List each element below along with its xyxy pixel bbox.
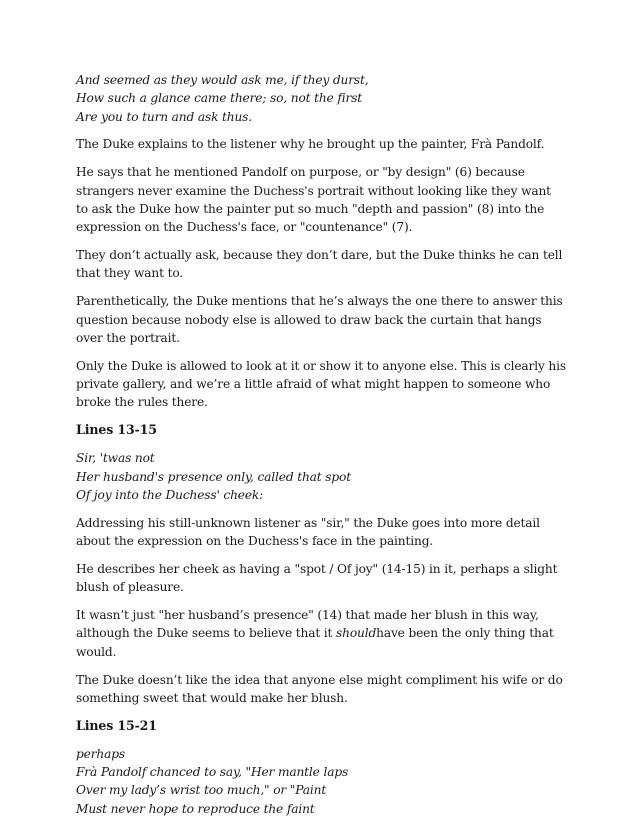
- paragraph: Addressing his still-unknown listener as "sir," the Duke goes into more detail about the expression on the Duchess's face in the painting.: [76, 515, 540, 548]
- poem-quote: [76, 745, 566, 818]
- section-heading: Lines 15-21: [76, 717, 157, 733]
- quote-line: Her husband's presence only, called that spot: [76, 469, 351, 484]
- paragraph: The Duke doesn’t like the idea that anyone else might compliment his wife or do something sweet that would make her blush.: [76, 672, 563, 705]
- quote-line: Are you to turn and ask thus.: [76, 109, 253, 124]
- paragraph: He says that he mentioned Pandolf on purpose, or "by design" (6) because strangers never examine the Duchess's portrait without looking like they want to ask the Duke how the painter put so much "depth and passion" (8) into the expression on the Duchess's face, or "countenance" (7).: [76, 165, 551, 235]
- poem-quote: [76, 449, 566, 504]
- paragraph: Only the Duke is allowed to look at it or show it to anyone else. This is clearly his private gallery, and we’re a little afraid of what might happen to someone who broke the rules there.: [76, 358, 566, 410]
- quote-line: Over my lady’s wrist too much," or "Paint: [76, 783, 327, 798]
- paragraph-text: It wasn’t just "her husband’s presence" (14) that made her blush in this way, although the Duke seems to believe that it: [76, 608, 539, 641]
- quote-line: How such a glance came there; so, not the first: [76, 91, 362, 106]
- paragraph: [76, 606, 566, 661]
- paragraph: Parenthetically, the Duke mentions that he’s always the one there to answer this question because nobody else is allowed to draw back the curtain that hangs over the portrait.: [76, 294, 563, 345]
- quote-line: Must never hope to reproduce the faint: [76, 801, 315, 816]
- quote-line: Of joy into the Duchess' cheek:: [76, 487, 264, 502]
- quote-line: perhaps: [76, 746, 125, 761]
- section-heading: Lines 13-15: [76, 422, 157, 438]
- emphasized-word: should: [336, 626, 377, 641]
- paragraph-text: have been the only thing that would.: [76, 626, 554, 659]
- quote-line: And seemed as they would ask me, if they durst,: [76, 73, 369, 87]
- paragraph: They don’t actually ask, because they don’t dare, but the Duke thinks he can tell that they want to.: [76, 248, 563, 281]
- quote-line: Sir, 'twas not: [76, 451, 155, 466]
- poem-quote: [76, 71, 566, 126]
- paragraph: He describes her cheek as having a "spot / Of joy" (14-15) in it, perhaps a slight blush of pleasure.: [76, 561, 558, 595]
- paragraph: The Duke explains to the listener why he brought up the painter, Frà Pandolf.: [76, 137, 545, 152]
- document-page: [76, 71, 566, 827]
- quote-line: Frà Pandolf chanced to say, "Her mantle laps: [76, 764, 349, 779]
